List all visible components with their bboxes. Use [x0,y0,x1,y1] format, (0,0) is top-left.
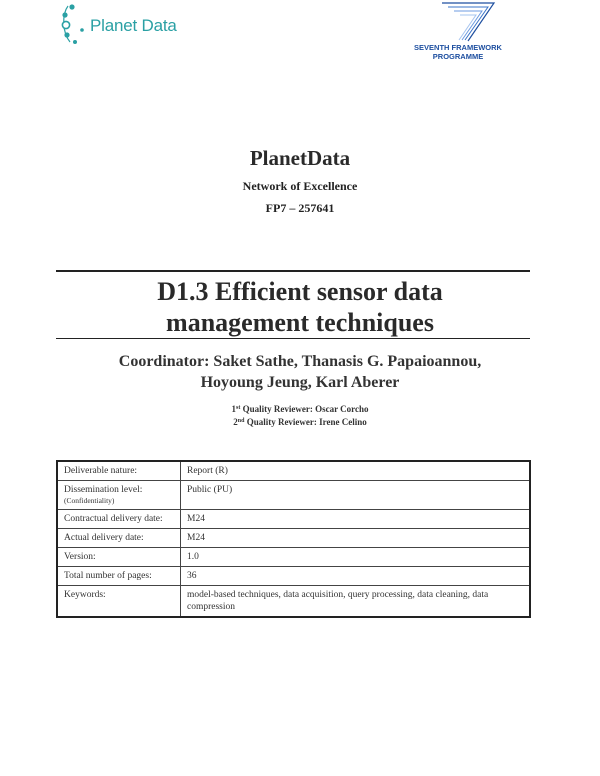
row-value: model-based techniques, data acquisition, query processing, data cleaning, data compression [181,586,531,618]
row-label: Deliverable nature: [57,461,181,481]
row-value: 36 [181,567,531,586]
row-label [57,481,181,510]
row-label: Contractual delivery date: [57,510,181,529]
deliverable-title [0,276,600,338]
network-subtitle: Network of Excellence [242,179,358,193]
row-value: Public (PU) [181,481,531,510]
deliverable-details-table [56,460,531,618]
reviewer1-ordinal: 1 [231,404,236,414]
deliverable-title-line2: management techniques [166,308,434,337]
reviewer2-suffix: nd [237,418,245,424]
deliverable-title-line1: D1.3 Efficient sensor data [157,277,443,306]
table-row [57,529,530,548]
planetdata-wordmark: Planet Data [90,16,177,35]
planetdata-dots-icon [58,2,92,46]
title-rule-top [56,270,530,272]
title-rule-bottom [56,338,530,339]
coordinator-line2: Hoyoung Jeung, Karl Aberer [200,374,400,391]
table-row [57,461,530,481]
fp7-text-line2: PROGRAMME [432,52,484,61]
row-label-text: Dissemination level: [64,485,143,495]
table-row [57,567,530,586]
row-value: M24 [181,510,531,529]
fp7-logo [408,0,508,64]
planetdata-logo [58,2,188,46]
coordinator-line1: Coordinator: Saket Sathe, Thanasis G. Papaioannou, [118,353,482,370]
row-label-note: (Confidentiality) [64,496,115,505]
row-label: Version: [57,548,181,567]
table-row [57,481,530,510]
table-row [57,586,530,618]
row-value: M24 [181,529,531,548]
reviewer2-ordinal: 2 [233,417,238,427]
fp7-text [408,43,508,61]
coordinator [0,351,600,393]
row-label: Actual delivery date: [57,529,181,548]
reviewer1-suffix: st [236,405,241,411]
quality-reviewer-1 [0,402,600,415]
reviewer1-text: Quality Reviewer: Oscar Corcho [240,404,369,414]
row-label: Total number of pages: [57,567,181,586]
reviewer2-text: Quality Reviewer: Irene Celino [244,417,367,427]
fp7-text-line1: SEVENTH FRAMEWORK [414,43,502,52]
row-value: 1.0 [181,548,531,567]
quality-reviewer-2 [0,415,600,428]
brand-title: PlanetData [249,146,351,170]
row-value: Report (R) [181,461,531,481]
table-row [57,510,530,529]
grant-number: FP7 – 257641 [265,201,335,215]
fp7-seven-icon [428,0,498,42]
table-row [57,548,530,567]
row-label: Keywords: [57,586,181,618]
